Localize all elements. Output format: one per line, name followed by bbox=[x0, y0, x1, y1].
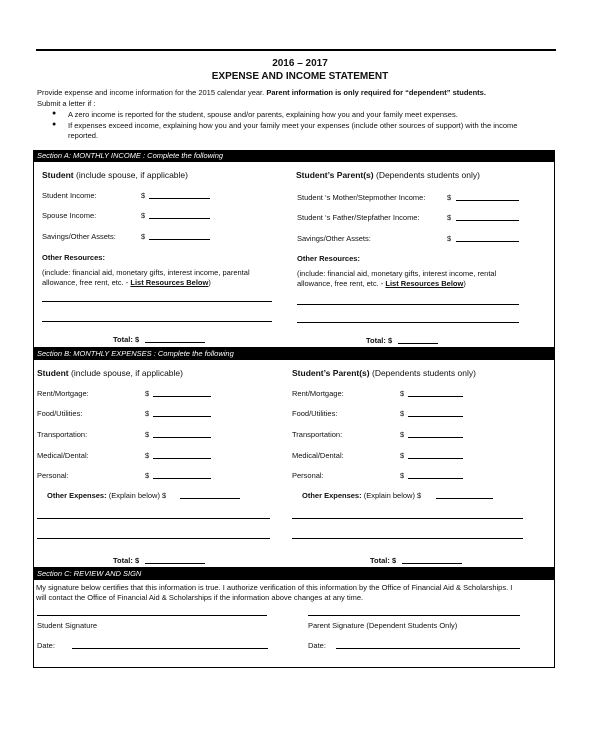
section-a-parent-head: Student’s Parent(s) (Dependents students only) bbox=[296, 170, 480, 180]
spouse-income-field[interactable] bbox=[149, 218, 210, 219]
student-signature-label: Student Signature bbox=[37, 621, 98, 630]
student-income-total-label: Total: $ bbox=[113, 335, 140, 344]
student-expenses-line-1[interactable] bbox=[37, 518, 270, 519]
dollar-sign: $ bbox=[141, 232, 146, 241]
student-resources-note2: allowance, free rent, etc. - List Resources Below) bbox=[42, 278, 211, 287]
parent-food-label: Food/Utilities: bbox=[292, 409, 338, 418]
dollar-sign: $ bbox=[447, 234, 452, 243]
parent-medical-field[interactable] bbox=[408, 458, 463, 459]
dollar-sign: $ bbox=[145, 389, 150, 398]
parent-transportation-field[interactable] bbox=[408, 437, 463, 438]
dollar-sign: $ bbox=[400, 471, 405, 480]
dollar-sign: $ bbox=[400, 430, 405, 439]
parent-resources-line-2[interactable] bbox=[297, 322, 519, 323]
section-b-student-head: Student (include spouse, if applicable) bbox=[37, 368, 183, 378]
parent-expenses-total-field[interactable] bbox=[402, 563, 462, 564]
certification-line-1: My signature below certifies that this information is true. I authorize verification of this information by the Office of Financial Aid & Scholarships. I bbox=[36, 583, 513, 592]
student-income-total-field[interactable] bbox=[145, 342, 205, 343]
student-transportation-label: Transportation: bbox=[37, 430, 88, 439]
intro-plain: Provide expense and income information for the 2015 calendar year. bbox=[37, 88, 267, 97]
student-signature-line[interactable] bbox=[37, 615, 267, 616]
student-savings-label: Savings/Other Assets: bbox=[42, 232, 116, 241]
parent-other-expenses-label: Other Expenses: (Explain below) $ bbox=[302, 491, 422, 500]
parent-income-total-label: Total: $ bbox=[366, 336, 393, 345]
student-personal-field[interactable] bbox=[153, 478, 211, 479]
student-personal-label: Personal: bbox=[37, 471, 69, 480]
student-rent-label: Rent/Mortgage: bbox=[37, 389, 89, 398]
student-transportation-field[interactable] bbox=[153, 437, 211, 438]
student-savings-field[interactable] bbox=[149, 239, 210, 240]
student-other-expenses-label: Other Expenses: (Explain below) $ bbox=[47, 491, 167, 500]
bullet-icon: ● bbox=[52, 110, 57, 117]
parent-rent-label: Rent/Mortgage: bbox=[292, 389, 344, 398]
dollar-sign: $ bbox=[141, 191, 146, 200]
student-income-field[interactable] bbox=[149, 198, 210, 199]
mother-income-field[interactable] bbox=[456, 200, 519, 201]
student-expenses-total-field[interactable] bbox=[145, 563, 205, 564]
parent-other-expenses-field[interactable] bbox=[436, 498, 493, 499]
student-rent-field[interactable] bbox=[153, 396, 211, 397]
student-resources-line-1[interactable] bbox=[42, 301, 272, 302]
student-expenses-line-2[interactable] bbox=[37, 538, 270, 539]
parent-expenses-line-2[interactable] bbox=[292, 538, 523, 539]
student-medical-label: Medical/Dental: bbox=[37, 451, 89, 460]
student-other-resources-label: Other Resources: bbox=[42, 253, 105, 262]
dollar-sign: $ bbox=[145, 430, 150, 439]
parent-expenses-total-label: Total: $ bbox=[370, 556, 397, 565]
bullet-icon: ● bbox=[52, 121, 57, 128]
certification-line-2: will contact the Office of Financial Aid & Scholarships if the information above changes at any time. bbox=[36, 593, 364, 602]
top-rule bbox=[36, 49, 556, 51]
intro-line1 bbox=[37, 88, 486, 97]
parent-resources-line-1[interactable] bbox=[297, 304, 519, 305]
parent-savings-label: Savings/Other Assets: bbox=[297, 234, 371, 243]
dollar-sign: $ bbox=[145, 409, 150, 418]
parent-resources-note1: (include: financial aid, monetary gifts, interest income, rental bbox=[297, 269, 497, 278]
student-other-expenses-field[interactable] bbox=[180, 498, 240, 499]
dollar-sign: $ bbox=[400, 409, 405, 418]
form-year: 2016 – 2017 bbox=[272, 58, 328, 69]
student-resources-line-2[interactable] bbox=[42, 321, 272, 322]
dollar-sign: $ bbox=[145, 451, 150, 460]
parent-signature-line[interactable] bbox=[308, 615, 520, 616]
dollar-sign: $ bbox=[400, 389, 405, 398]
list-resources-link: List Resources Below bbox=[385, 279, 464, 288]
student-food-field[interactable] bbox=[153, 416, 211, 417]
intro-bullet2b: reported. bbox=[68, 131, 99, 140]
parent-expenses-line-1[interactable] bbox=[292, 518, 523, 519]
dollar-sign: $ bbox=[447, 193, 452, 202]
section-b-bar: Section B: MONTHLY EXPENSES : Complete the following bbox=[33, 348, 555, 360]
parent-date-field[interactable] bbox=[336, 648, 520, 649]
form-title: EXPENSE AND INCOME STATEMENT bbox=[211, 71, 389, 82]
student-expenses-total-label: Total: $ bbox=[113, 556, 140, 565]
parent-resources-note2: allowance, free rent, etc. - List Resources Below) bbox=[297, 279, 466, 288]
intro-bullet2a: If expenses exceed income, explaining how you and your family meet your expenses (include other sources of support) with the income bbox=[68, 121, 518, 130]
parent-rent-field[interactable] bbox=[408, 396, 463, 397]
parent-date-label: Date: bbox=[308, 641, 326, 650]
section-c-bar: Section C: REVIEW AND SIGN bbox=[33, 568, 555, 580]
parent-income-total-field[interactable] bbox=[398, 343, 438, 344]
section-a-student-head: Student (include spouse, if applicable) bbox=[42, 170, 188, 180]
student-medical-field[interactable] bbox=[153, 458, 211, 459]
intro-bold: Parent information is only required for “dependent” students. bbox=[266, 88, 486, 97]
parent-food-field[interactable] bbox=[408, 416, 463, 417]
student-date-label: Date: bbox=[37, 641, 55, 650]
parent-signature-label: Parent Signature (Dependent Students Only) bbox=[308, 621, 458, 630]
parent-savings-field[interactable] bbox=[456, 241, 519, 242]
parent-other-resources-label: Other Resources: bbox=[297, 254, 360, 263]
dollar-sign: $ bbox=[447, 213, 452, 222]
dollar-sign: $ bbox=[141, 211, 146, 220]
student-food-label: Food/Utilities: bbox=[37, 409, 83, 418]
parent-personal-field[interactable] bbox=[408, 478, 463, 479]
father-income-label: Student ‘s Father/Stepfather Income: bbox=[297, 213, 420, 222]
parent-medical-label: Medical/Dental: bbox=[292, 451, 344, 460]
spouse-income-label: Spouse Income: bbox=[42, 211, 97, 220]
list-resources-link: List Resources Below bbox=[130, 278, 209, 287]
father-income-field[interactable] bbox=[456, 220, 519, 221]
section-a-bar: Section A: MONTHLY INCOME : Complete the following bbox=[33, 150, 555, 162]
student-income-label: Student Income: bbox=[42, 191, 97, 200]
section-b-parent-head: Student’s Parent(s) (Dependents students only) bbox=[292, 368, 476, 378]
intro-bullet1: A zero income is reported for the student, spouse and/or parents, explaining how you and your family meet expenses. bbox=[68, 110, 458, 119]
mother-income-label: Student ‘s Mother/Stepmother Income: bbox=[297, 193, 426, 202]
student-resources-note1: (include: financial aid, monetary gifts, interest income, parental bbox=[42, 268, 250, 277]
intro-line2: Submit a letter if : bbox=[37, 99, 96, 108]
dollar-sign: $ bbox=[145, 471, 150, 480]
student-date-field[interactable] bbox=[72, 648, 268, 649]
parent-personal-label: Personal: bbox=[292, 471, 324, 480]
dollar-sign: $ bbox=[400, 451, 405, 460]
parent-transportation-label: Transportation: bbox=[292, 430, 343, 439]
